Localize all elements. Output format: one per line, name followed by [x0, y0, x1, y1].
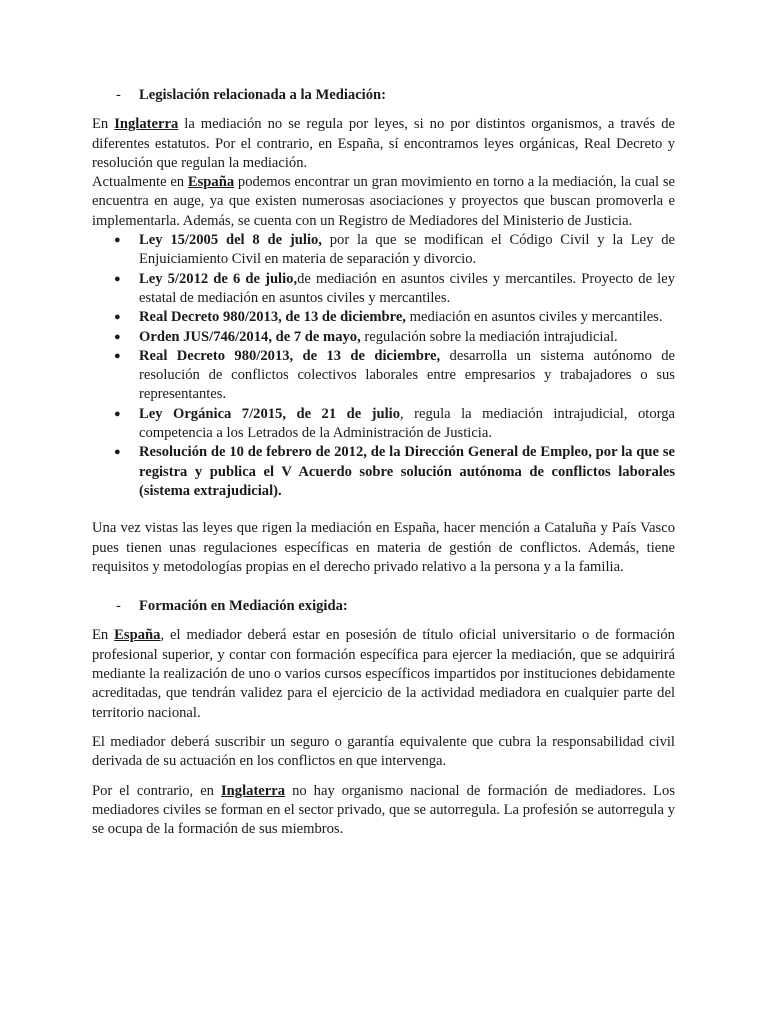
law-title: Ley Orgánica 7/2015, de 21 de julio: [139, 405, 401, 422]
bullet-icon: ●: [114, 272, 121, 285]
paragraph-inglaterra-intro: [92, 115, 675, 173]
list-item: [92, 308, 675, 327]
document-page: [92, 86, 675, 839]
bullet-icon: ●: [114, 234, 121, 247]
paragraph-text: no hay organismo nacional de formación de mediadores. Los mediadores civiles se forman en el sector privado, que se autorregula. La profesión se autorregula y se ocupa de la formación de sus miembros.: [92, 782, 676, 838]
section-heading-formacion: [92, 597, 675, 616]
bullet-icon: ●: [114, 349, 121, 362]
country-keyword: España: [187, 174, 235, 191]
heading-text: Formación en Mediación exigida:: [139, 598, 348, 615]
heading-dash: -: [116, 87, 121, 103]
country-keyword: España: [114, 627, 161, 644]
paragraph-text: Actualmente en: [92, 174, 188, 191]
paragraph-text: En: [92, 116, 115, 133]
law-description: , regula la mediación intrajudicial, otorga competencia a los Letrados de la Administración de Justicia.: [139, 405, 675, 442]
law-title: Orden JUS/746/2014, de 7 de mayo,: [139, 328, 361, 345]
bullet-icon: ●: [114, 407, 121, 420]
list-item: [92, 231, 675, 270]
paragraph-text: podemos encontrar un gran movimiento en torno a la mediación, la cual se encuentra en auge, ya que existen numerosas asociaciones y proyectos que buscan promoverla e implementarla. Además, se cuenta con un Registro de Mediadores del Ministerio de Justicia.: [92, 174, 675, 229]
law-title: Ley 5/2012 de 6 de julio,: [139, 270, 298, 287]
list-item: [92, 328, 675, 347]
law-description: por la que se modifican el Código Civil y la Ley de Enjuiciamiento Civil en materia de separación y divorcio.: [139, 232, 676, 268]
law-title: Real Decreto 980/2013, de 13 de diciembre,: [139, 347, 441, 364]
list-item: [92, 405, 675, 444]
paragraph-inglaterra-formacion: [92, 782, 675, 840]
heading-text: Legislación relacionada a la Mediación:: [139, 87, 387, 103]
law-description: mediación en asuntos civiles y mercantiles.: [405, 309, 663, 326]
paragraph-seguro: El mediador deberá suscribir un seguro o garantía equivalente que cubra la responsabilidad civil derivada de su actuación en los conflictos en que intervenga.: [92, 733, 675, 770]
law-title: Resolución de 10 de febrero de 2012, de la Dirección General de Empleo, por la que se registra y publica el V Acuerdo sobre solución autónoma de conflictos laborales (sistema extrajudicial).: [139, 444, 675, 499]
law-title: Real Decreto 980/2013, de 13 de diciembre,: [139, 309, 406, 326]
list-item: [92, 347, 675, 405]
bullet-icon: ●: [114, 330, 121, 343]
bullet-icon: ●: [114, 311, 121, 324]
heading-dash: -: [116, 598, 121, 615]
paragraph-text: la mediación no se regula por leyes, si no por distintos organismos, a través de diferentes estatutos. Por el contrario, en España, sí encontramos leyes orgánicas, Real Decreto y resolución que regulan la mediación.: [92, 116, 675, 171]
country-keyword: Inglaterra: [114, 116, 179, 133]
bullet-icon: ●: [114, 446, 121, 459]
section-heading-legislacion: [92, 86, 675, 105]
law-description: desarrolla un sistema autónomo de resolución de conflictos colectivos laborales entre empresarios y trabajadores o sus representantes.: [139, 347, 675, 403]
paragraph-text: , el mediador deberá estar en posesión de título oficial universitario o de formación profesional superior, y contar con formación específica para ejercer la mediación, que se adquirirá mediante la realización de uno o varios cursos específicos impartidos por instituciones debidamente acreditadas, que tendrán validez para el ejercicio de la actividad mediadora en cualquier parte del territorio nacional.: [92, 627, 675, 721]
paragraph-espana-formacion: [92, 626, 675, 722]
list-item: [92, 270, 675, 309]
paragraph-espana-intro: [92, 173, 675, 231]
country-keyword: Inglaterra: [221, 782, 286, 799]
paragraph-text: En: [92, 627, 115, 644]
law-description: regulación sobre la mediación intrajudicial.: [360, 328, 618, 345]
paragraph-cataluna-pais-vasco: Una vez vistas las leyes que rigen la mediación en España, hacer mención a Cataluña y País Vasco pues tienen unas regulaciones específicas en materia de gestión de conflictos. Además, tiene requisitos y metodologías propias en el derecho privado relativo a la persona y a la familia.: [92, 520, 675, 575]
laws-list: [92, 231, 675, 501]
paragraph-text: Por el contrario, en: [92, 782, 221, 799]
law-title: Ley 15/2005 del 8 de julio,: [139, 232, 322, 249]
list-item: [92, 443, 675, 501]
law-description: de mediación en asuntos civiles y mercantiles. Proyecto de ley estatal de mediación en asuntos civiles y mercantiles.: [139, 270, 675, 306]
